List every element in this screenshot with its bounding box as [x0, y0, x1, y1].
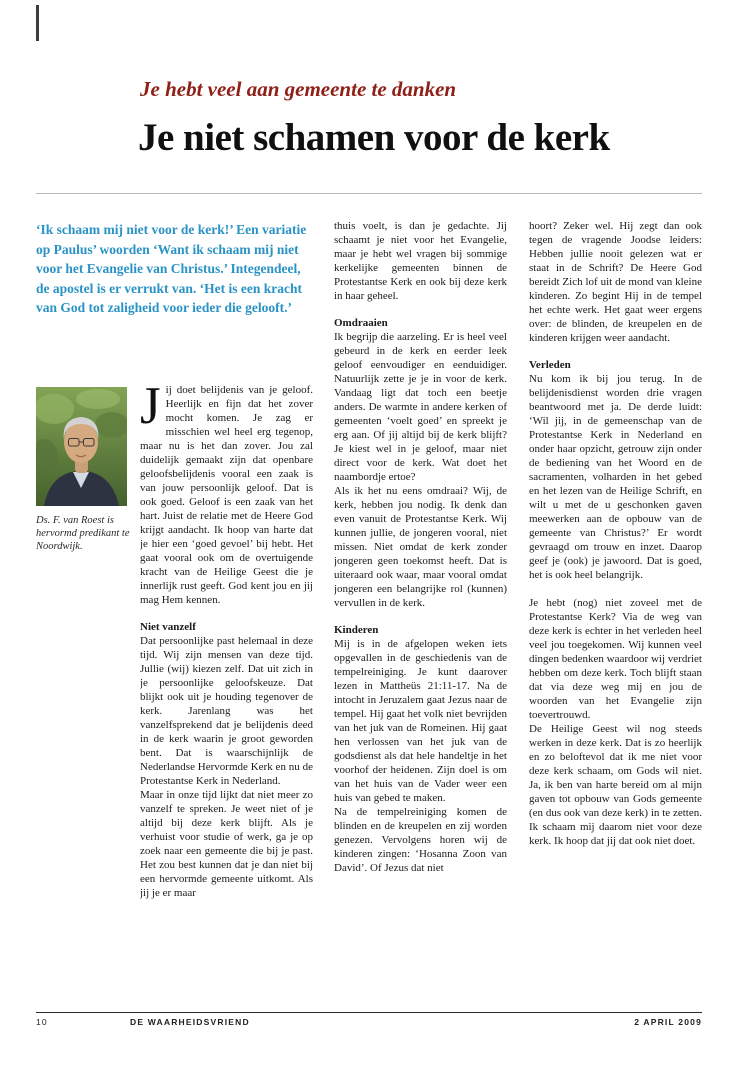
body-paragraph: De Heilige Geest wil nog steeds werken in deze kerk. Dat is zo heerlijk en zo beloftevol dat ik me niet voor deze kerk schaam, om Gods wil niet. Ja, ik ben van harte bereid om al mijn gaven tot opbouw van Gods gemeente (en dus ook van deze kerk) in te zetten. Ik schaam mij daarom niet voor deze kerk. Ik hoop dat jij dat ook niet doet. — [529, 723, 702, 847]
section-subhead: Niet vanzelf — [140, 621, 196, 633]
text-column-2 — [334, 219, 507, 1009]
text-column-3 — [529, 219, 702, 1009]
header-divider — [36, 193, 702, 194]
body-paragraph: Mij is in de afgelopen weken iets opgevallen in de geschiedenis van de tempelreiniging. Je kunt daarover lezen in Mattheüs 21:11-17. Na de intocht in Jeruzalem gaat Jezus naar de tempel. Hij gaat het volk niet bevrijden van het juk van de Romeinen. Hij gaat hen verlossen van het juk van de godsdienst als dat hele handeltje in het voorhof der heidenen. Zijn doel is om van het huis van de Vader weer een huis van gebed te maken. — [334, 638, 507, 804]
body-paragraph: Nu kom ik bij jou terug. In de belijdenisdienst worden drie vragen beantwoord met ja. De derde luidt: ‘Wil jij, in de gemeenschap van de Protestantse Kerk in Nederland en onder haar opzicht, getrouw zijn onder de bediening van het Woord en de sacramenten, volharden in het gebed en het lezen van de Heilige Schrift, en wilt u met de u geschonken gaven meewerken aan de opbouw van de gemeente van Christus?’ Er wordt gevraagd om trouw en inzet. Daarop geef je (ook) je jawoord. Dat is goed, het is ook heel belangrijk. — [529, 373, 702, 581]
article-intro: ‘Ik schaam mij niet voor de kerk!’ Een variatie op Paulus’ woorden ‘Want ik schaam mij niet voor het Evangelie van Christus.’ Integendeel, de apostel is er verrukt van. ‘Het is een kracht van God tot zaligheid voor ieder die gelooft.’ — [36, 222, 307, 315]
registration-mark — [36, 5, 39, 41]
portrait-photo — [36, 387, 127, 506]
photo-caption: Ds. F. van Roest is hervormd predikant te Noordwijk. — [36, 515, 130, 552]
section-subhead: Kinderen — [334, 624, 379, 636]
body-paragraph: thuis voelt, is dan je gedachte. Jij schaamt je niet voor het Evangelie, maar je hebt wel vragen bij sommige kerkelijke gemeenten binnen de Protestantse Kerk en ook bij deze kerk in haar geheel. — [334, 220, 507, 302]
article-title: Je niet schamen voor de kerk — [138, 116, 610, 159]
body-paragraph — [140, 383, 313, 607]
body-paragraph: hoort? Zeker wel. Hij zegt dan ook tegen de vragende Joodse leiders: Hebben jullie nooit gelezen wat er staat in de Schrift? De Heere God bereidt Zich lof uit de mond van kleine kinderen. Zo begint Hij in de tempel het echte werk. Het gaat weer ergens over: de blinden, de kreupelen en de kinderen krijgen weer aandacht. — [529, 220, 702, 344]
section-subhead: Verleden — [529, 359, 571, 371]
article-kicker: Je hebt veel aan gemeente te danken — [140, 77, 457, 101]
footer-magazine-name: DE WAARHEIDSVRIEND — [130, 1017, 250, 1027]
text-column-1 — [140, 383, 313, 1008]
footer-date: 2 APRIL 2009 — [634, 1017, 702, 1027]
footer-page-number: 10 — [36, 1017, 48, 1027]
body-paragraph: Maar in onze tijd lijkt dat niet meer zo vanzelf te spreken. Je weet niet of je altijd bij deze kerk blijft. Als je verhuist voor studie of werk, ga je op zoek naar een gemeente die bij je past. Het zou best kunnen dat je dan niet bij een hervormde gemeente uitkomt. Als jij je er maar — [140, 789, 313, 899]
body-paragraph: Ik begrijp die aarzeling. Er is heel veel gebeurd in de kerk en eerder leek geloof eenvoudiger en eenduidiger. Natuurlijk zette je je in voor de kerk. Vandaag ligt dat toch een beetje anders. De warmte in andere kerken of gemeenten ‘voelt goed’ en spreekt je erg aan. Of jij altijd bij de kerk blijft? Je kiest wel in je geloof, maar niet direct voor de kerk. Wat doet het naambordje ertoe? — [334, 331, 507, 483]
footer-divider — [36, 1012, 702, 1013]
body-paragraph: Je hebt (nog) niet zoveel met de Protestantse Kerk? Via de weg van deze kerk is echter in het verleden heel veel jou toegekomen. Wij kunnen veel dingen bedenken waardoor wij verdriet hebben om deze kerk. Toch blijft staan dat via deze weg mij en jou de woorden van het Evangelie zijn toevertrouwd. — [529, 597, 702, 721]
drop-cap: J — [140, 383, 161, 435]
body-paragraph: Als ik het nu eens omdraai? Wij, de kerk, hebben jou nodig. Ik denk dan even vanuit de Protestantse Kerk. Wij kunnen jullie, de jongeren vooral, niet missen. Niet omdat de kerk zonder jongeren geen toekomst heeft. Dat is uiteraard ook waar, maar vooral omdat jongeren een belangrijke rol (kunnen) vervullen in de kerk. — [334, 485, 507, 609]
section-subhead: Omdraaien — [334, 317, 388, 329]
paragraph-text: ij doet belijdenis van je geloof. Heerlijk en fijn dat het zover mocht komen. Je zag er misschien wel heel erg tegenop, maar nu is het dan zover. Jou zal duidelijk gemaakt zijn dat openbare geloofsbelijdenis vooral een zaak is van jouw persoonlijk geloof. Dat is ook goed. Geloof is een zaak van het hart. Juist de relatie met de Heere God krijgt aandacht. Ik hoop van harte dat je hier een ‘goed gevoel’ bij hebt. Het gaat vooral ook om de overtuigende kracht van de Heilige Geest die je innerlijk rust geeft. God kent jou en jij mag Hem kennen. — [140, 384, 313, 606]
body-paragraph: Na de tempelreiniging komen de blinden en de kreupelen en zij worden genezen. Vervolgens horen wij de kinderen zingen: ‘Hosanna Zoon van David’. Of Jezus dat niet — [334, 806, 507, 874]
page-footer — [36, 1017, 702, 1027]
body-paragraph: Dat persoonlijke past helemaal in deze tijd. Wij zijn mensen van deze tijd. Jullie (wij) kiezen zelf. Dat uit zich in je persoonlijke geloofskeuze. Dat blijkt ook uit je houding tegenover de kerk. Jarenlang was het vanzelfsprekend dat je belijdenis deed in de kerk waarin je groot geworden bent. Dat is waarschijnlijk de Nederlandse Hervormde Kerk en nu de Protestantse Kerk in Nederland. — [140, 635, 313, 787]
portrait-photo-image — [36, 387, 127, 506]
